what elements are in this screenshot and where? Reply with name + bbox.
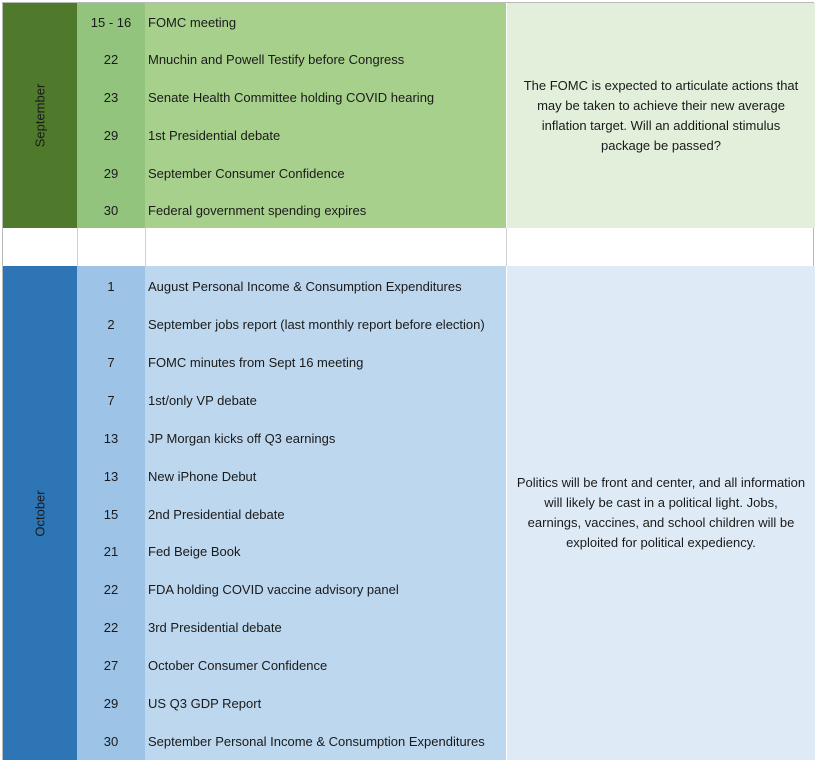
october-day: 22 bbox=[103, 619, 119, 635]
september-note: The FOMC is expected to articulate actions that may be taken to achieve their new average inflation target. Will an additional stimulus package be passed? bbox=[523, 77, 799, 153]
october-event: US Q3 GDP Report bbox=[148, 695, 262, 711]
october-day: 21 bbox=[103, 543, 119, 559]
october-event: September jobs report (last monthly report before election) bbox=[148, 316, 485, 332]
october-day: 7 bbox=[107, 354, 115, 370]
october-day: 29 bbox=[103, 695, 119, 711]
october-day: 1 bbox=[107, 278, 115, 294]
october-event: 3rd Presidential debate bbox=[148, 619, 282, 635]
october-note-cell bbox=[506, 266, 815, 760]
september-day-column bbox=[77, 3, 145, 228]
october-day: 13 bbox=[103, 430, 119, 446]
october-day: 27 bbox=[103, 657, 119, 673]
october-event: September Personal Income & Consumption Expenditures bbox=[148, 733, 485, 749]
september-note-cell bbox=[506, 3, 815, 228]
september-day: 22 bbox=[103, 51, 119, 67]
september-event: Senate Health Committee holding COVID hearing bbox=[148, 89, 435, 105]
october-month-cell bbox=[3, 266, 77, 760]
october-note: Politics will be front and center, and all information will likely be cast in a political light. Jobs, earnings, vaccines, and school children will be exploited for political expediency. bbox=[516, 475, 806, 550]
september-event: 1st Presidential debate bbox=[148, 127, 281, 143]
september-event-column bbox=[145, 3, 506, 228]
october-event: Fed Beige Book bbox=[148, 543, 241, 559]
october-day: 13 bbox=[103, 468, 119, 484]
october-day-column bbox=[77, 266, 145, 760]
september-month-label: September bbox=[32, 83, 48, 148]
october-event: August Personal Income & Consumption Expenditures bbox=[148, 278, 462, 294]
october-event: 2nd Presidential debate bbox=[148, 506, 285, 522]
september-day: 29 bbox=[103, 127, 119, 143]
october-event: 1st/only VP debate bbox=[148, 392, 257, 408]
october-day: 7 bbox=[107, 392, 115, 408]
september-month-cell bbox=[3, 3, 77, 228]
october-event-column bbox=[145, 266, 506, 760]
october-month-label: October bbox=[32, 489, 48, 537]
october-event: FOMC minutes from Sept 16 meeting bbox=[148, 354, 364, 370]
september-event: FOMC meeting bbox=[148, 14, 237, 30]
september-day: 15 - 16 bbox=[90, 14, 132, 30]
october-day: 30 bbox=[103, 733, 119, 749]
october-event: FDA holding COVID vaccine advisory panel bbox=[148, 581, 399, 597]
october-day: 15 bbox=[103, 506, 119, 522]
september-block bbox=[3, 3, 814, 228]
september-event: Mnuchin and Powell Testify before Congress bbox=[148, 51, 405, 67]
september-day: 30 bbox=[103, 202, 119, 218]
september-event: September Consumer Confidence bbox=[148, 165, 345, 181]
september-event: Federal government spending expires bbox=[148, 202, 367, 218]
october-block bbox=[3, 266, 814, 760]
october-event: JP Morgan kicks off Q3 earnings bbox=[148, 430, 336, 446]
october-day: 22 bbox=[103, 581, 119, 597]
september-day: 29 bbox=[103, 165, 119, 181]
october-event: New iPhone Debut bbox=[148, 468, 257, 484]
spacer-row bbox=[3, 228, 814, 266]
september-day: 23 bbox=[103, 89, 119, 105]
october-day: 2 bbox=[107, 316, 115, 332]
october-event: October Consumer Confidence bbox=[148, 657, 328, 673]
